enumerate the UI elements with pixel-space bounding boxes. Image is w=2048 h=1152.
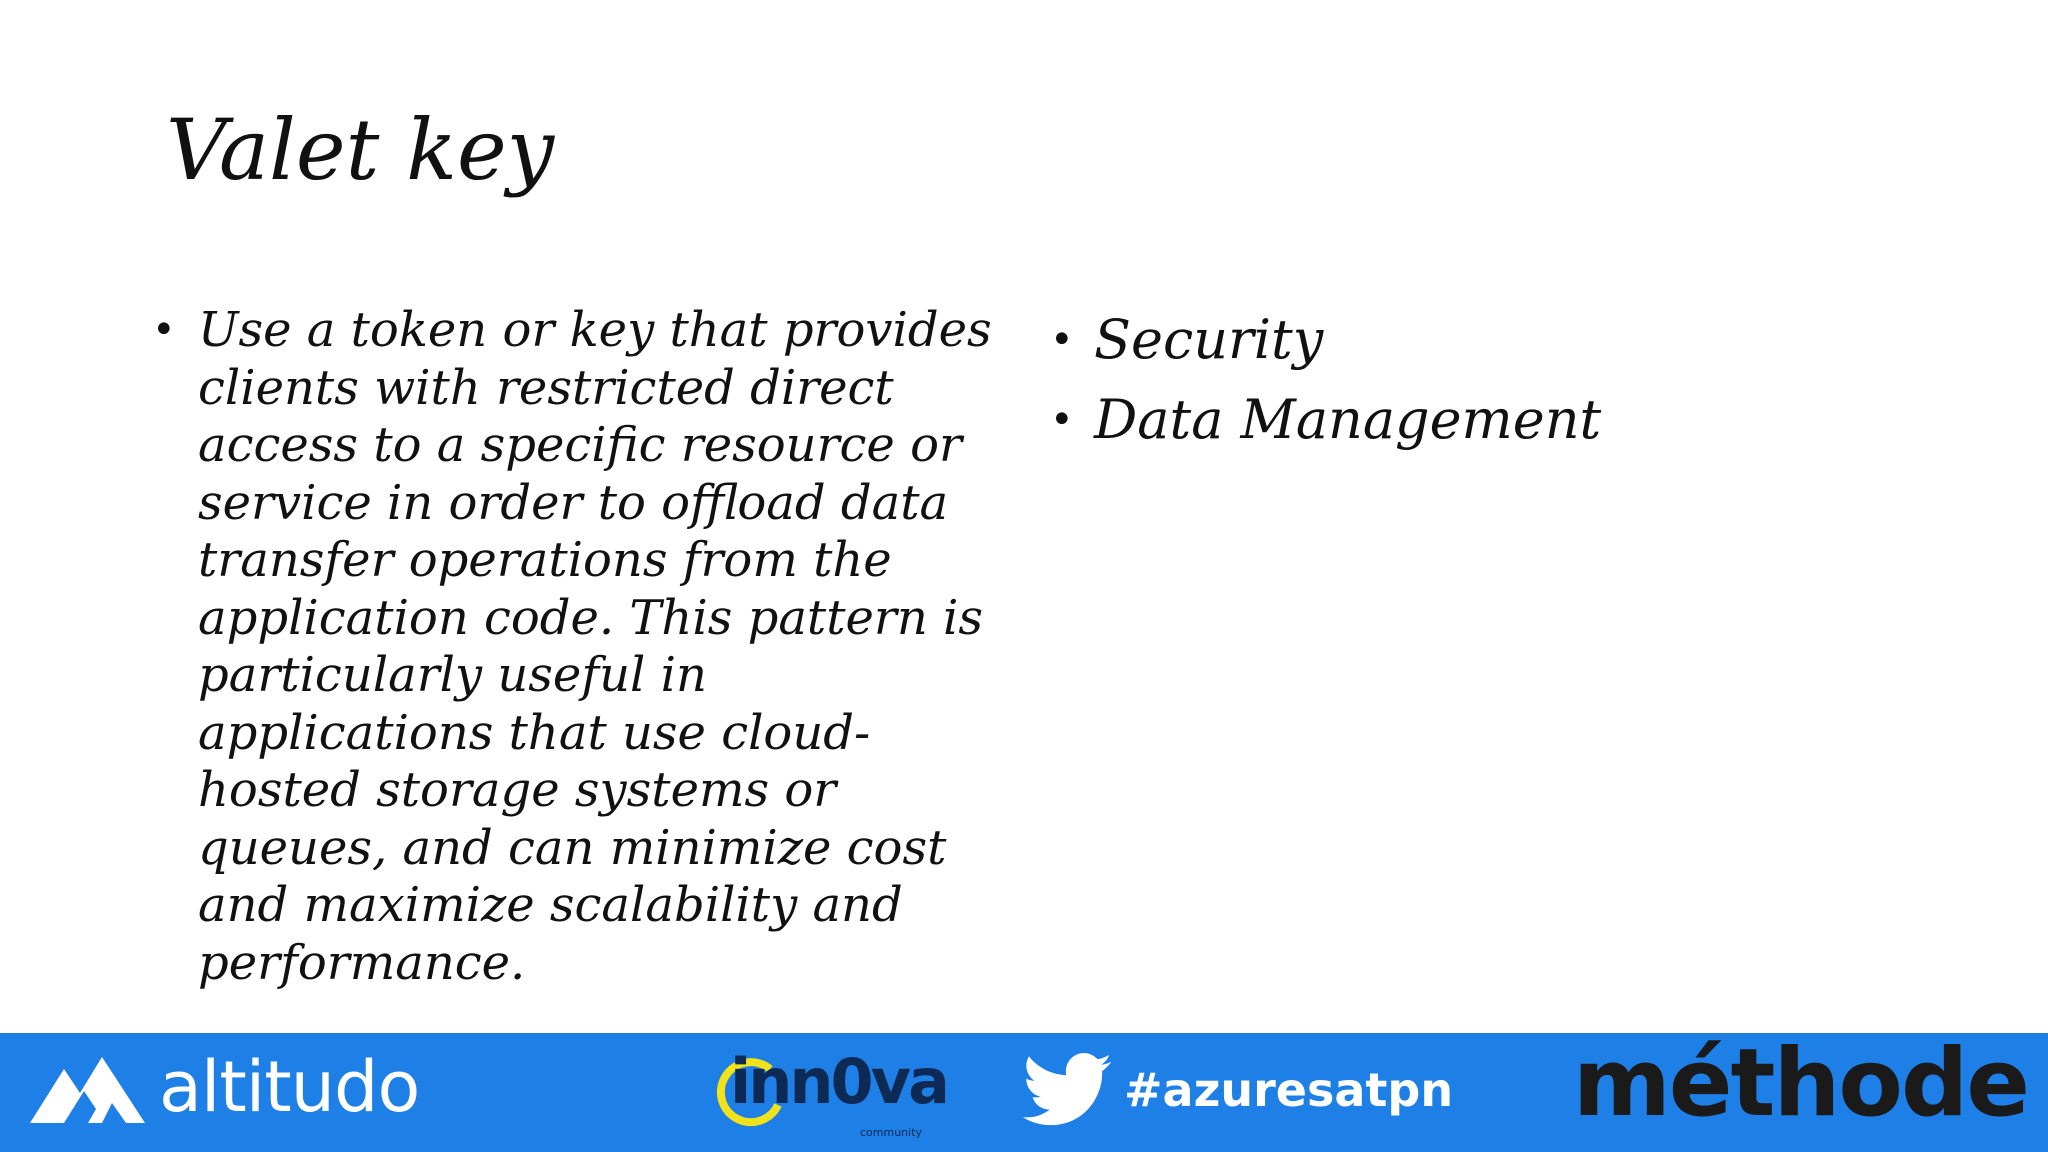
altitudo-logo xyxy=(30,1046,420,1128)
inn0va-subtitle: community xyxy=(860,1126,923,1139)
altitudo-wordmark: altitudo xyxy=(159,1046,420,1128)
twitter-hashtag xyxy=(1022,1053,1453,1127)
bullet-text: Security xyxy=(1094,308,1324,371)
left-bullet-list xyxy=(152,302,1012,992)
inn0va-wordmark: inn0va xyxy=(730,1045,947,1118)
bullet-text: Data Management xyxy=(1094,388,1602,451)
bullet-dot-icon: • xyxy=(1050,317,1074,363)
bullet-text: Use a token or key that provides clients with restricted direct access to a specific resource or service in order to offload data transfer operations from the application code. This pattern is particularly useful in applications that use cloud-hosted storage systems or queues, and can minimize cost and maximize scalability and performance. xyxy=(198,302,992,991)
slide-title: Valet key xyxy=(166,101,555,199)
bullet-item xyxy=(1050,380,1950,460)
altitudo-mountain-icon xyxy=(30,1051,145,1123)
event-hashtag: #azuresatpn xyxy=(1124,1063,1454,1117)
bullet-item xyxy=(1050,300,1950,380)
bullet-dot-icon: • xyxy=(152,307,176,353)
methode-logo: méthode xyxy=(1572,1029,2028,1138)
bullet-dot-icon: • xyxy=(1050,397,1074,443)
right-bullet-list xyxy=(1050,300,1950,460)
inn0va-logo xyxy=(712,1045,952,1145)
twitter-bird-icon xyxy=(1022,1053,1112,1127)
bullet-item xyxy=(152,302,1012,992)
sponsor-footer xyxy=(0,1029,2048,1152)
